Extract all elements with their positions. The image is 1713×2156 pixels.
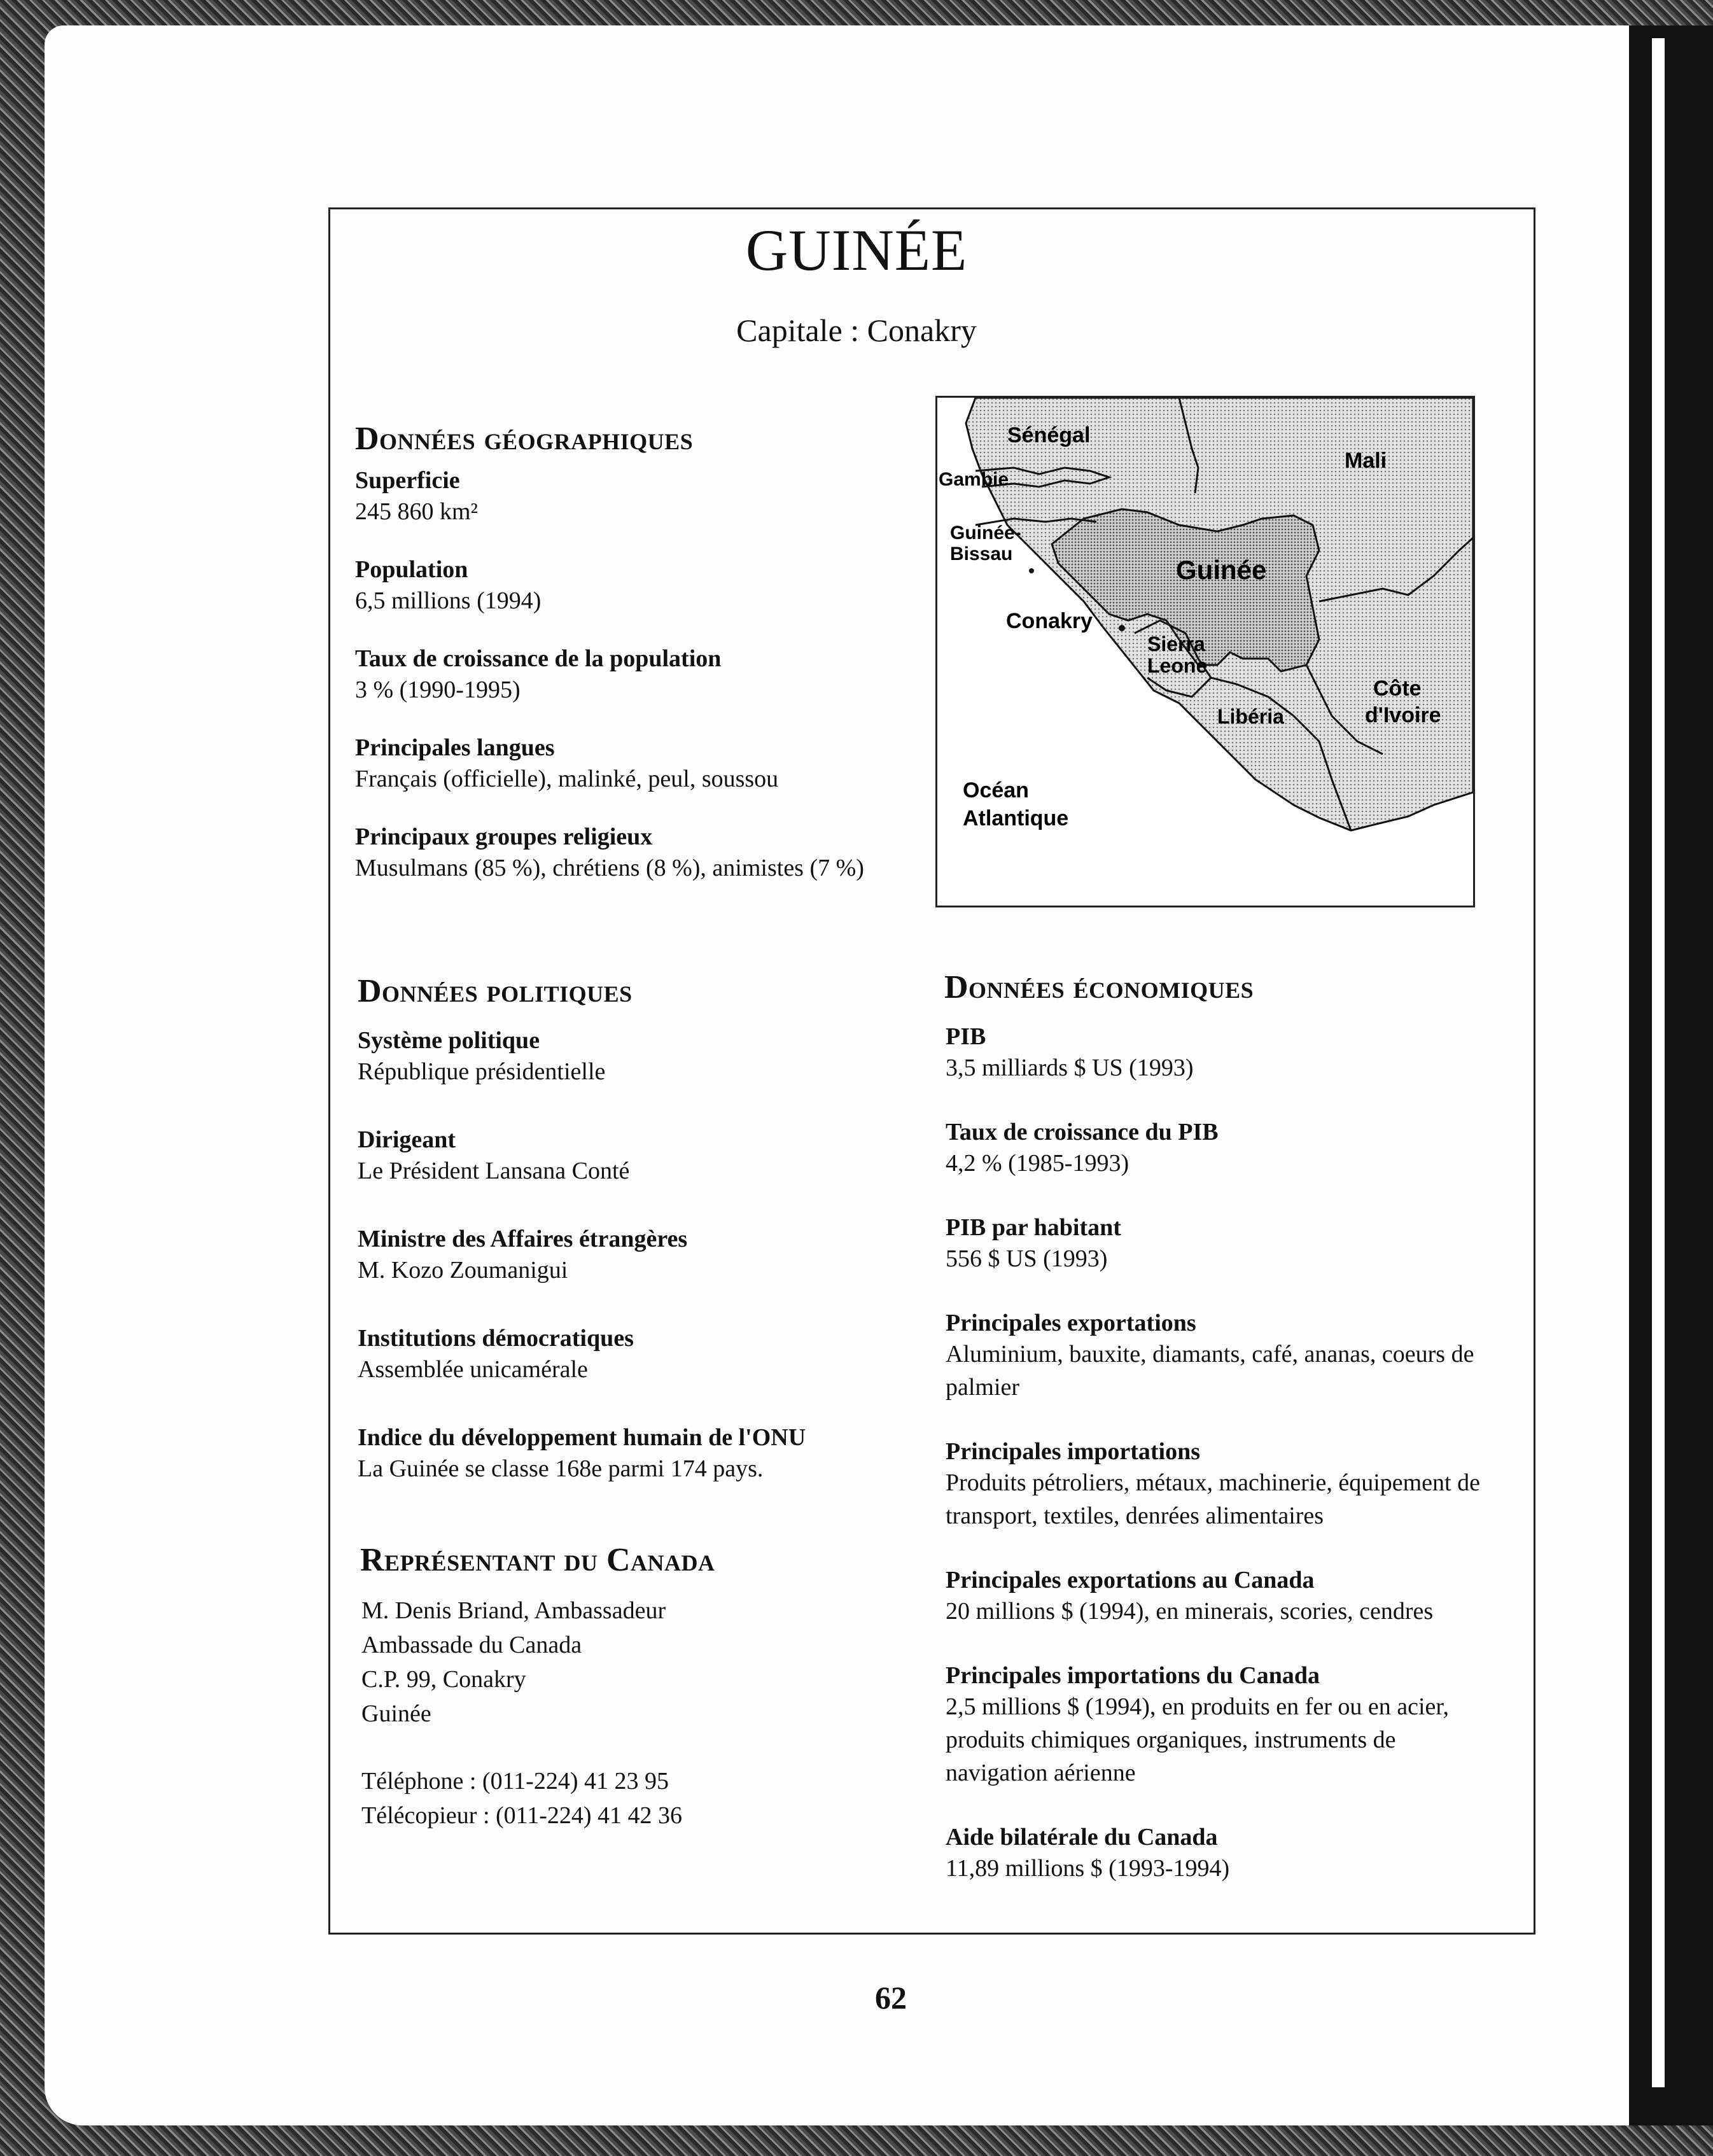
geo-field-croissance [355,644,902,706]
field-value: 11,89 millions $ (1993-1994) [946,1855,1230,1882]
field-value: 245 860 km² [355,498,478,525]
field-label: Principaux groupes religieux [355,823,653,850]
label-sierra-1: Sierra [1147,633,1205,655]
map-svg [937,398,1473,906]
field-value: 2,5 millions $ (1994), en produits en fer ou en acier, produits chimiques organiques, instruments de navigation aérienne [946,1693,1450,1786]
pol-field-systeme [358,1026,918,1088]
label-guinee: Guinée [1176,555,1267,585]
eco-field-import-canada [946,1661,1486,1789]
label-ocean-2: Atlantique [963,806,1069,830]
representant-heading: Représentant du Canada [360,1542,715,1578]
field-value: 3 % (1990-1995) [355,676,521,703]
politique-heading: Données politiques [358,973,633,1009]
field-value: La Guinée se classe 168e parmi 174 pays. [358,1455,764,1482]
field-value: Assemblée unicamérale [358,1356,588,1383]
field-value: Le Président Lansana Conté [358,1158,630,1184]
eco-field-pib [946,1022,1486,1084]
field-label: Indice du développement humain de l'ONU [358,1424,806,1451]
field-label: Aide bilatérale du Canada [946,1824,1218,1851]
field-value: Aluminium, bauxite, diamants, café, ananas, coeurs de palmier [946,1341,1474,1401]
field-value: Musulmans (85 %), chrétiens (8 %), animistes (7 %) [355,855,864,881]
rep-telecopieur: Télécopieur : (011-224) 41 42 36 [361,1802,683,1829]
field-label: Principales importations du Canada [946,1662,1320,1689]
field-value: 3,5 milliards $ US (1993) [946,1054,1194,1081]
region-map [935,396,1475,907]
eco-field-exportations [946,1308,1486,1404]
pol-field-dirigeant [358,1125,918,1187]
label-cote-1: Côte [1373,676,1422,701]
page-title: GUINÉE [745,218,968,283]
geo-heading: Données géographiques [355,421,694,457]
rep-telephone: Téléphone : (011-224) 41 23 95 [361,1768,669,1795]
geo-field-superficie [355,466,902,528]
pol-field-idh [358,1423,918,1485]
label-gambie: Gambie [939,469,1009,490]
eco-field-pib-habitant [946,1213,1486,1275]
label-cote-2: d'Ivoire [1365,703,1441,727]
geo-field-langues [355,733,902,795]
economie-fields [946,1022,1486,1912]
rep-line: Guinée [361,1700,431,1727]
label-gbissau-2: Bissau [950,543,1013,564]
field-label: Principales importations [946,1438,1201,1465]
label-gbissau-1: Guinée- [950,522,1021,543]
conakry-dot [1119,625,1125,631]
economie-heading: Données économiques [944,969,1254,1005]
field-value: M. Kozo Zoumanigui [358,1257,568,1284]
geo-field-religions [355,822,902,885]
field-value: 6,5 millions (1994) [355,587,542,614]
pol-field-institutions [358,1324,918,1386]
field-label: PIB par habitant [946,1214,1121,1241]
rep-line: Ambassade du Canada [361,1632,582,1658]
representant-block [361,1593,909,1833]
geo-field-population [355,555,902,617]
field-value: 556 $ US (1993) [946,1245,1108,1272]
page-number: 62 [875,1980,907,2015]
label-conakry: Conakry [1006,609,1093,633]
pol-field-ministre [358,1224,918,1287]
label-liberia: Libéria [1217,705,1284,728]
field-value: Français (officielle), malinké, peul, soussou [355,766,779,792]
field-label: PIB [946,1023,986,1050]
field-label: Principales langues [355,734,555,761]
label-senegal: Sénégal [1007,423,1091,447]
rep-line: M. Denis Briand, Ambassadeur [361,1597,666,1624]
field-label: Superficie [355,467,460,494]
label-mali: Mali [1345,449,1387,473]
field-value: 4,2 % (1985-1993) [946,1150,1129,1177]
label-ocean-1: Océan [963,778,1029,802]
field-label: Principales exportations [946,1310,1196,1336]
bissau-dot [1029,568,1034,573]
politique-fields [358,1026,918,1512]
field-label: Système politique [358,1027,540,1054]
field-value: République présidentielle [358,1058,606,1085]
field-label: Principales exportations au Canada [946,1567,1315,1593]
field-label: Ministre des Affaires étrangères [358,1226,688,1252]
field-label: Dirigeant [358,1126,456,1153]
eco-field-croissance-pib [946,1117,1486,1180]
field-label: Population [355,556,468,583]
eco-field-importations [946,1437,1486,1532]
label-sierra-2: Leone [1147,654,1208,677]
rep-line: C.P. 99, Conakry [361,1666,526,1693]
eco-field-aide [946,1823,1486,1885]
field-value: 20 millions $ (1994), en minerais, scories, cendres [946,1598,1434,1625]
capital-line: Capitale : Conakry [736,312,977,348]
field-label: Taux de croissance du PIB [946,1119,1219,1145]
field-value: Produits pétroliers, métaux, machinerie, équipement de transport, textiles, denrées alimentaires [946,1469,1480,1529]
geo-fields [355,466,902,911]
eco-field-export-canada [946,1565,1486,1628]
field-label: Taux de croissance de la population [355,645,722,672]
field-label: Institutions démocratiques [358,1325,634,1352]
